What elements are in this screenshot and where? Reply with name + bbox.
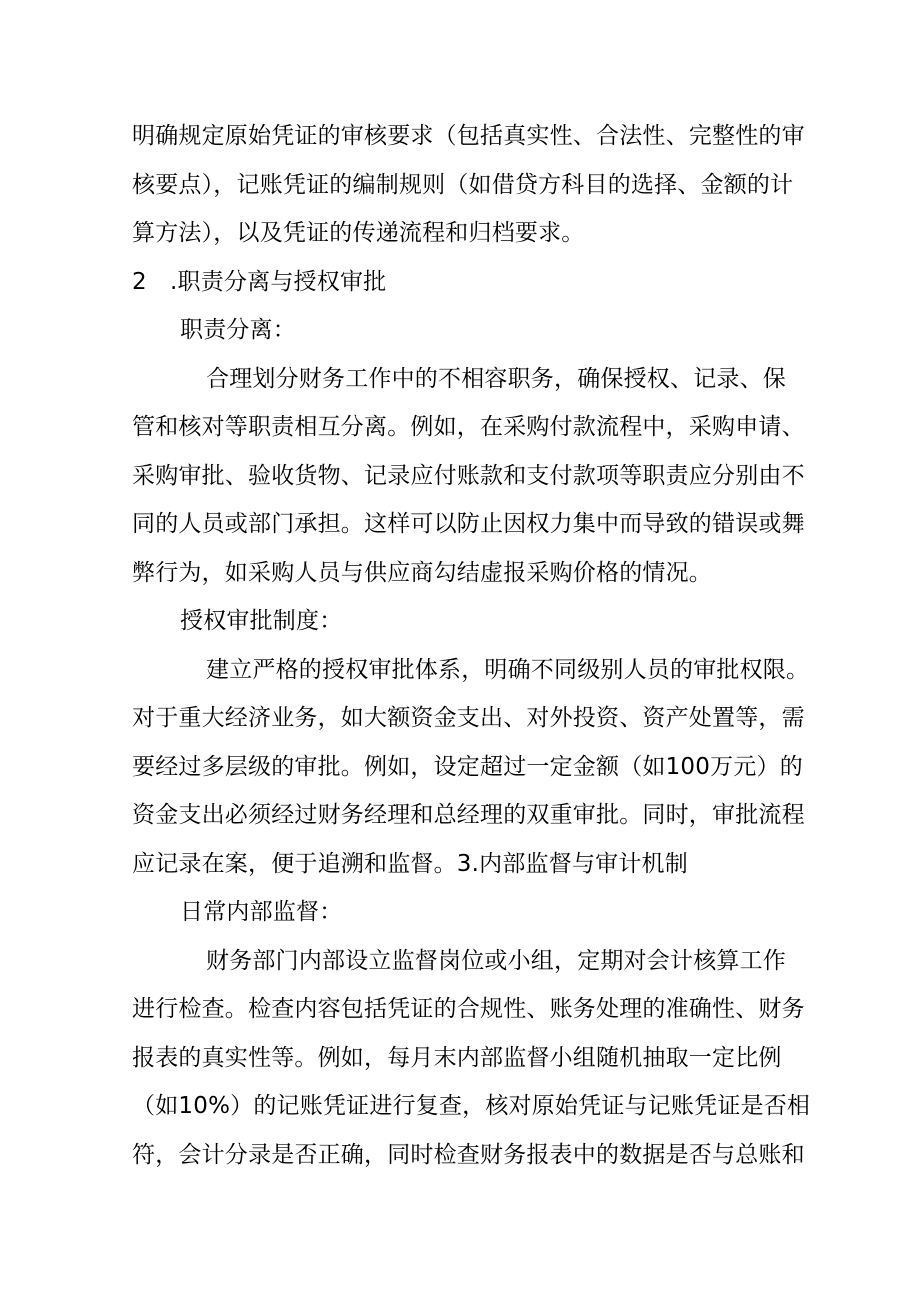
paragraph-line: 对于重大经济业务，如大额资金支出、对外投资、资产处置等，需 [132,705,805,731]
section-heading: 2 .职责分离与授权审批 [132,269,387,295]
paragraph-line: 核要点），记账凭证的编制规则（如借贷方科目的选择、金额的计 [132,172,794,198]
paragraph-line: （如10%）的记账凭证进行复查，核对原始凭证与记账凭证是否相 [132,1093,811,1119]
subsection-heading: 授权审批制度： [180,608,343,634]
paragraph-line: 财务部门内部设立监督岗位或小组，定期对会计核算工作 [206,948,786,974]
paragraph-line: 算方法），以及凭证的传递流程和归档要求。 [132,220,585,246]
paragraph-line: 应记录在案，便于追溯和监督。3.内部监督与审计机制 [132,851,688,877]
paragraph-line: 同的人员或部门承担。这样可以防止因权力集中而导致的错误或舞 [132,511,805,537]
paragraph-line: 采购审批、验收货物、记录应付账款和支付款项等职责应分别由不 [132,463,805,489]
paragraph-line: 合理划分财务工作中的不相容职务，确保授权、记录、保 [206,366,786,392]
paragraph-line: 资金支出必须经过财务经理和总经理的双重审批。同时，审批流程 [132,802,805,828]
paragraph-line: 要经过多层级的审批。例如，设定超过一定金额（如100万元）的 [132,754,803,780]
paragraph-line: 弊行为，如采购人员与供应商勾结虚报采购价格的情况。 [132,560,712,586]
subsection-heading: 日常内部监督： [180,899,343,925]
paragraph-line: 报表的真实性等。例如，每月末内部监督小组随机抽取一定比例 [132,1045,782,1071]
paragraph-line: 管和核对等职责相互分离。例如，在采购付款流程中，采购申请、 [132,414,805,440]
paragraph-line: 明确规定原始凭证的审核要求（包括真实性、合法性、完整性的审 [132,123,805,149]
paragraph-line: 符，会计分录是否正确，同时检查财务报表中的数据是否与总账和 [132,1142,805,1168]
paragraph-line: 建立严格的授权审批体系，明确不同级别人员的审批权限。 [206,657,810,683]
subsection-heading: 职责分离： [180,317,296,343]
paragraph-line: 进行检查。检查内容包括凭证的合规性、账务处理的准确性、财务 [132,996,805,1022]
